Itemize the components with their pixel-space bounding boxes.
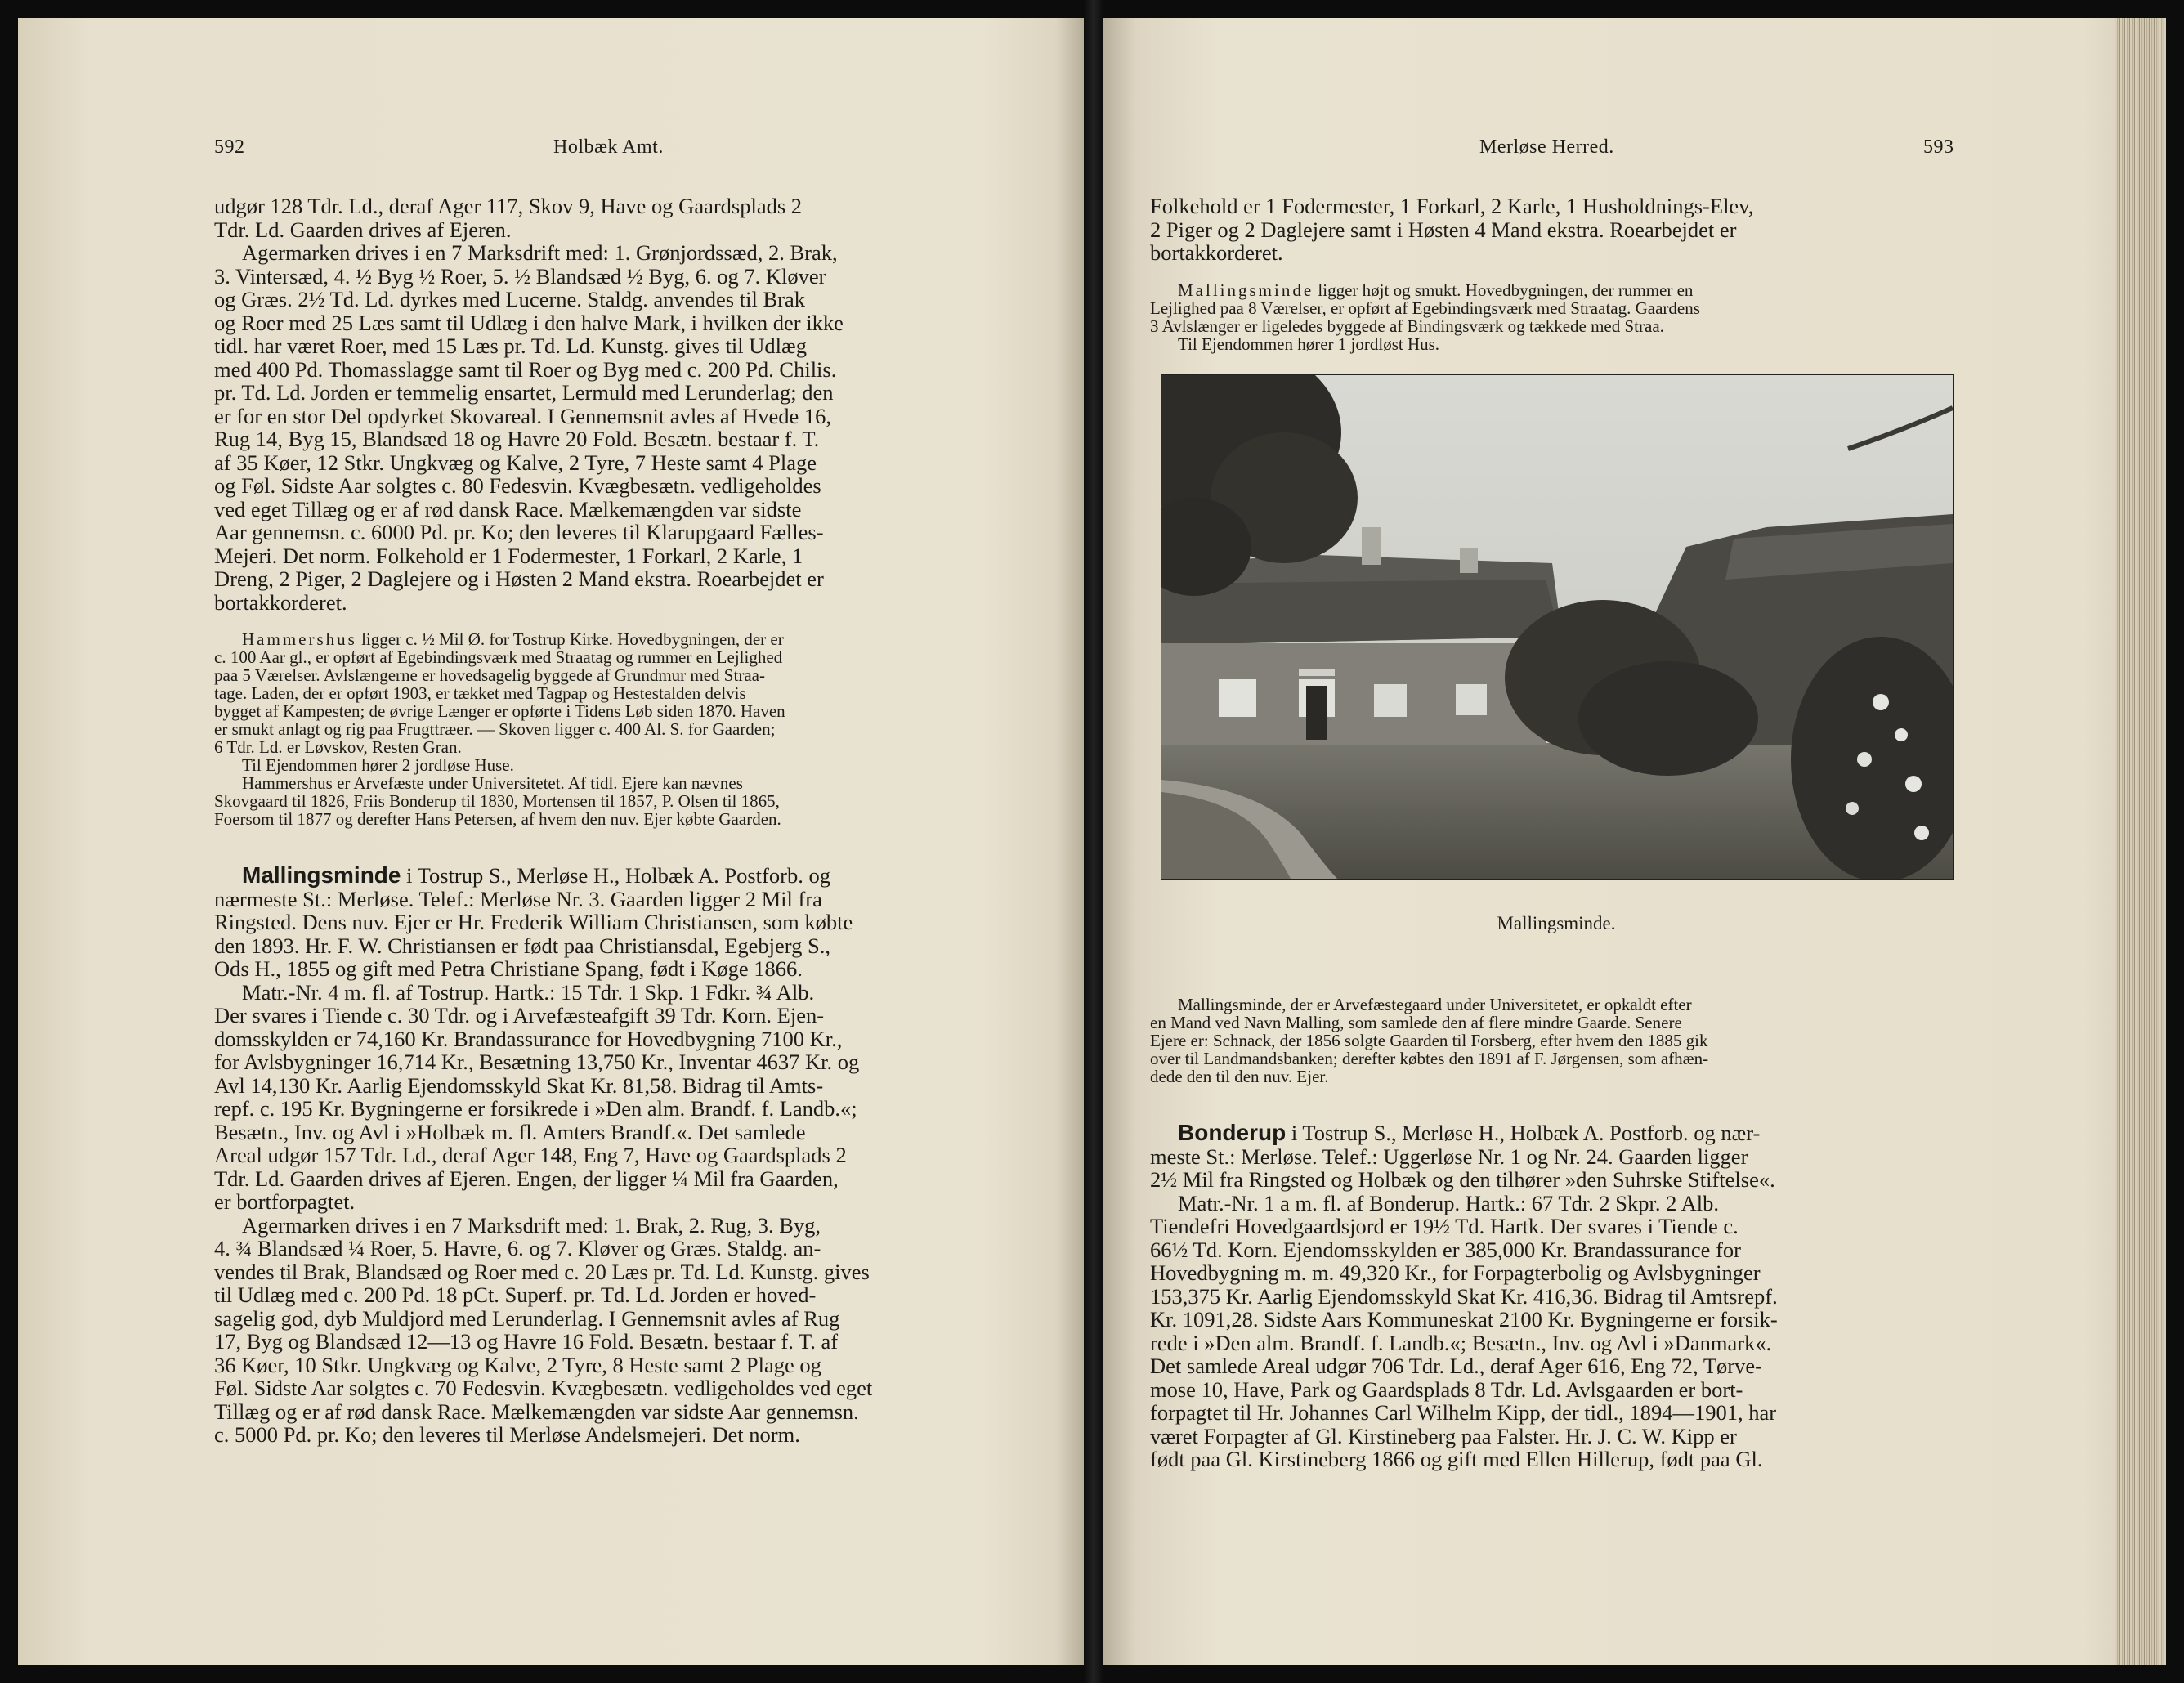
text-line: Mallingsminde, der er Arvefæstegaard under Universitetet, er opkaldt efter xyxy=(1178,995,1692,1014)
text-line: og Roer med 25 Læs samt til Udlæg i den halve Mark, i hvilken der ikke xyxy=(214,310,844,335)
text-line: bygget af Kampesten; de øvrige Længer er opførte i Tidens Løb siden 1870. Haven xyxy=(214,701,785,721)
page-number-left: 592 xyxy=(214,137,245,158)
text-line: Foersom til 1877 og derefter Hans Petersen, af hvem den nuv. Ejer købte Gaarden. xyxy=(214,809,781,829)
text-line: Tillæg og er af rød dansk Race. Mælkemængden var sidste Aar gennemsn. xyxy=(214,1399,859,1424)
text-line: udgør 128 Tdr. Ld., deraf Ager 117, Skov 9, Have og Gaardsplads 2 xyxy=(214,194,803,218)
running-head-right: Merløse Herred. xyxy=(1479,137,1614,158)
text-line: Hammershus er Arvefæste under Universitetet. Af tidl. Ejere kan nævnes xyxy=(242,773,743,793)
text-line: domsskylden er 74,160 Kr. Brandassurance for Hovedbygning 7100 Kr., xyxy=(214,1026,843,1051)
farm-heading-mallingsminde: Mallingsminde xyxy=(242,862,401,888)
text-line: Rug 14, Byg 15, Blandsæd 18 og Havre 20 Fold. Besætn. bestaar f. T. xyxy=(214,427,820,451)
text-line: sagelig god, dyb Muldjord med Lerunderlag. I Gennemsnit avles af Rug xyxy=(214,1305,840,1331)
right-text-column-top xyxy=(1150,195,1961,353)
text-line: Lejlighed paa 8 Værelser, er opført af Egebindingsværk med Straatag. Gaardens xyxy=(1150,298,1700,318)
text-line: Til Ejendommen hører 1 jordløst Hus. xyxy=(1178,333,1440,354)
text-block-top xyxy=(214,195,1041,614)
text-line: bortakkorderet. xyxy=(214,589,347,615)
text-line: Hovedbygning m. m. 49,320 Kr., for Forpagterbolig og Avlsbygninger xyxy=(1150,1260,1761,1285)
text-line: repf. c. 195 Kr. Bygningerne er forsikrede i »Den alm. Brandf. f. Landb.«; xyxy=(214,1096,857,1121)
photo-caption: Mallingsminde. xyxy=(1497,913,1616,933)
text-line: Agermarken drives i en 7 Marksdrift med: 1. Grønjordssæd, 2. Brak, xyxy=(242,240,838,265)
book-spine xyxy=(1084,0,1103,1683)
page-edges xyxy=(2115,18,2166,1665)
text-line: tage. Laden, der er opført 1903, er tækket med Tagpap og Hestestalden delvis xyxy=(214,683,746,703)
text-line: Tdr. Ld. Gaarden drives af Ejeren. Engen, der ligger ¼ Mil fra Gaarden, xyxy=(214,1166,839,1191)
farm-heading-bonderup: Bonderup xyxy=(1178,1120,1287,1145)
text-line: Der svares i Tiende c. 30 Tdr. og i Arvefæsteafgift 39 Tdr. Korn. Ejen- xyxy=(214,1003,825,1027)
text-line: 17, Byg og Blandsæd 12—13 og Havre 16 Fold. Besætn. bestaar f. T. af xyxy=(214,1329,839,1354)
text-line: Ejere er: Schnack, der 1856 solgte Gaarden til Forsberg, efter hvem den 1885 gik xyxy=(1150,1031,1708,1050)
text-block-hammershus xyxy=(214,630,1041,828)
farmhouse-photo xyxy=(1161,374,1954,880)
text-line: 66½ Td. Korn. Ejendomsskylden er 385,000 Kr. Brandassurance for xyxy=(1150,1237,1741,1262)
text-line: 2 Piger og 2 Daglejere samt i Høsten 4 Mand ekstra. Roearbejdet er xyxy=(1150,217,1737,242)
text-line: Skovgaard til 1826, Friis Bonderup til 1830, Mortensen til 1857, P. Olsen til 1865, xyxy=(214,791,780,811)
text-line: været Forpagter af Gl. Kirstineberg paa Falster. Hr. J. C. W. Kipp er xyxy=(1150,1423,1737,1448)
text-line: Det samlede Areal udgør 706 Tdr. Ld., deraf Ager 616, Eng 72, Tørve- xyxy=(1150,1354,1762,1378)
text-line: Besætn., Inv. og Avl i »Holbæk m. fl. Amters Brandf.«. Det samlede xyxy=(214,1119,806,1144)
text-line: 36 Køer, 10 Stkr. Ungkvæg og Kalve, 2 Tyre, 8 Heste samt 2 Plage og xyxy=(214,1352,821,1377)
text-line: Agermarken drives i en 7 Marksdrift med: 1. Brak, 2. Rug, 3. Byg, xyxy=(242,1212,821,1238)
text-line: i Tostrup S., Merløse H., Holbæk A. Postforb. og xyxy=(401,863,830,888)
text-line: 6 Tdr. Ld. er Løvskov, Resten Gran. xyxy=(214,737,462,757)
text-line: af 35 Køer, 12 Stkr. Ungkvæg og Kalve, 2 Tyre, 7 Heste samt 4 Plage xyxy=(214,450,817,475)
text-line: c. 5000 Pd. pr. Ko; den leveres til Merløse Andelsmejeri. Det norm. xyxy=(214,1422,800,1447)
text-line: Aar gennemsn. c. 6000 Pd. pr. Ko; den leveres til Klarupgaard Fælles- xyxy=(214,520,824,544)
text-line: ligger højt og smukt. Hovedbygningen, der rummer en xyxy=(1314,280,1694,300)
right-text-column-bottom xyxy=(1150,996,1961,1471)
text-line: c. 100 Aar gl., er opført af Egebindingsværk med Straatag og rummer en Lejlighed xyxy=(214,647,783,667)
left-page xyxy=(18,18,1084,1665)
text-line: for Avlsbygninger 16,714 Kr., Besætning 13,750 Kr., Inventar 4637 Kr. og xyxy=(214,1050,860,1074)
text-block-mallingsminde xyxy=(214,864,1041,1447)
text-line: til Udlæg med c. 200 Pd. 18 pCt. Superf. pr. Td. Ld. Jorden er hoved- xyxy=(214,1282,817,1307)
text-line: en Mand ved Navn Malling, som samlede den af flere mindre Gaarde. Senere xyxy=(1150,1013,1682,1032)
running-head-left: Holbæk Amt. xyxy=(553,137,664,158)
text-line: og Føl. Sidste Aar solgtes c. 80 Fedesvin. Kvægbesætn. vedligeholdes xyxy=(214,473,821,498)
text-line: er for en stor Del opdyrket Skovareal. I Gennemsnit avles af Hvede 16, xyxy=(214,403,832,428)
text-line: 3 Avlslænger er ligeledes byggede af Bindingsværk og tækkede med Straa. xyxy=(1150,316,1664,336)
text-line: mose 10, Have, Park og Gaardsplads 8 Tdr. Ld. Avlsgaarden er bort- xyxy=(1150,1376,1743,1402)
text-line: 4. ¾ Blandsæd ¼ Roer, 5. Havre, 6. og 7. Kløver og Græs. Staldg. an- xyxy=(214,1236,821,1260)
text-line: 2½ Mil fra Ringsted og Holbæk og den tilhører »den Suhrske Stiftelse«. xyxy=(1150,1167,1775,1192)
text-line: 3. Vintersæd, 4. ½ Byg ½ Roer, 5. ½ Blandsæd ½ Byg, 6. og 7. Kløver xyxy=(214,263,826,289)
text-line: paa 5 Værelser. Avlslængerne er hovedsagelig byggede af Grundmur med Straa- xyxy=(214,665,765,685)
text-line: med 400 Pd. Thomasslagge samt til Roer og Byg med c. 200 Pd. Chilis. xyxy=(214,356,837,382)
text-line: dede den til den nuv. Ejer. xyxy=(1150,1067,1329,1086)
text-line: er smukt anlagt og rig paa Frugttræer. — Skoven ligger c. 400 Al. S. for Gaarden; xyxy=(214,719,776,739)
text-block-mallingsminde-history xyxy=(1150,996,1961,1085)
text-block-bonderup xyxy=(1150,1121,1961,1471)
text-block-mallingsminde-note xyxy=(1150,281,1961,353)
text-line: og Græs. 2½ Td. Ld. dyrkes med Lucerne. Staldg. anvendes til Brak xyxy=(214,287,805,311)
text-line: i Tostrup S., Merløse H., Holbæk A. Postforb. og nær- xyxy=(1286,1121,1761,1145)
page-number-right: 593 xyxy=(1923,137,1954,158)
text-line: Til Ejendommen hører 2 jordløse Huse. xyxy=(242,755,514,775)
text-line: bortakkorderet. xyxy=(1150,240,1283,265)
text-line: ved eget Tillæg og er af rød dansk Race. Mælkemængden var sidste xyxy=(214,496,802,521)
text-line: den 1893. Hr. F. W. Christiansen er født paa Christiansdal, Egebjerg S., xyxy=(214,933,831,958)
text-line: Matr.-Nr. 1 a m. fl. af Bonderup. Hartk.: 67 Tdr. 2 Skpr. 2 Alb. xyxy=(1178,1190,1719,1215)
text-line: Folkehold er 1 Fodermester, 1 Forkarl, 2 Karle, 1 Husholdnings-Elev, xyxy=(1150,194,1754,218)
text-line: Tiendefri Hovedgaardsjord er 19½ Td. Hartk. Der svares i Tiende c. xyxy=(1150,1214,1739,1238)
text-line: Kr. 1091,28. Sidste Aars Kommuneskat 2100 Kr. Bygningerne er forsik- xyxy=(1150,1307,1778,1332)
text-line: vendes til Brak, Blandsæd og Roer med c. 20 Læs pr. Td. Ld. Kunstg. gives xyxy=(214,1259,870,1284)
text-line: Ods H., 1855 og gift med Petra Christiane Spang, født i Køge 1866. xyxy=(214,956,803,981)
text-line: ligger c. ½ Mil Ø. for Tostrup Kirke. Hovedbygningen, der er xyxy=(356,629,784,649)
text-line: Føl. Sidste Aar solgtes c. 70 Fedesvin. Kvægbesætn. vedligeholdes ved eget xyxy=(214,1376,873,1400)
text-line: født paa Gl. Kirstineberg 1866 og gift med Ellen Hillerup, født paa Gl. xyxy=(1150,1447,1763,1471)
text-line: over til Landmandsbanken; derefter købtes den 1891 af F. Jørgensen, som afhæn- xyxy=(1150,1049,1709,1068)
text-line: Mejeri. Det norm. Folkehold er 1 Fodermester, 1 Forkarl, 2 Karle, 1 xyxy=(214,543,803,568)
text-line: rede i »Den alm. Brandf. f. Landb.«; Besætn., Inv. og Avl i »Danmark«. xyxy=(1150,1330,1772,1355)
text-line: pr. Td. Ld. Jorden er temmelig ensartet, Lermuld med Lerunderlag; den xyxy=(214,380,834,405)
text-line: Ringsted. Dens nuv. Ejer er Hr. Frederik William Christiansen, som købte xyxy=(214,910,853,934)
farm-name-mallingsminde: Mallingsminde xyxy=(1178,280,1314,300)
left-text-column xyxy=(214,195,1041,1447)
text-line: tidl. har været Roer, med 15 Læs pr. Td. Ld. Kunstg. gives til Udlæg xyxy=(214,333,807,358)
text-line: nærmeste St.: Merløse. Telef.: Merløse Nr. 3. Gaarden ligger 2 Mil fra xyxy=(214,886,822,911)
text-line: Tdr. Ld. Gaarden drives af Ejeren. xyxy=(214,217,512,242)
text-line: Dreng, 2 Piger, 2 Daglejere og i Høsten 2 Mand ekstra. Roearbejdet er xyxy=(214,566,824,591)
farm-name-hammershus: Hammershus xyxy=(242,629,357,649)
text-line: Avl 14,130 Kr. Aarlig Ejendomsskyld Skat Kr. 81,58. Bidrag til Amts- xyxy=(214,1072,824,1098)
text-line: Areal udgør 157 Tdr. Ld., deraf Ager 148, Eng 7, Have og Gaardsplads 2 xyxy=(214,1143,847,1167)
text-line: forpagtet til Hr. Johannes Carl Wilhelm Kipp, der tidl., 1894—1901, har xyxy=(1150,1400,1777,1425)
text-line: Matr.-Nr. 4 m. fl. af Tostrup. Hartk.: 15 Tdr. 1 Skp. 1 Fdkr. ¾ Alb. xyxy=(242,979,815,1005)
text-line: er bortforpagtet. xyxy=(214,1189,356,1214)
text-line: meste St.: Merløse. Telef.: Uggerløse Nr. 1 og Nr. 24. Gaarden ligger xyxy=(1150,1144,1748,1169)
text-line: 153,375 Kr. Aarlig Ejendomsskyld Skat Kr. 416,36. Bidrag til Amtsrepf. xyxy=(1150,1283,1778,1309)
